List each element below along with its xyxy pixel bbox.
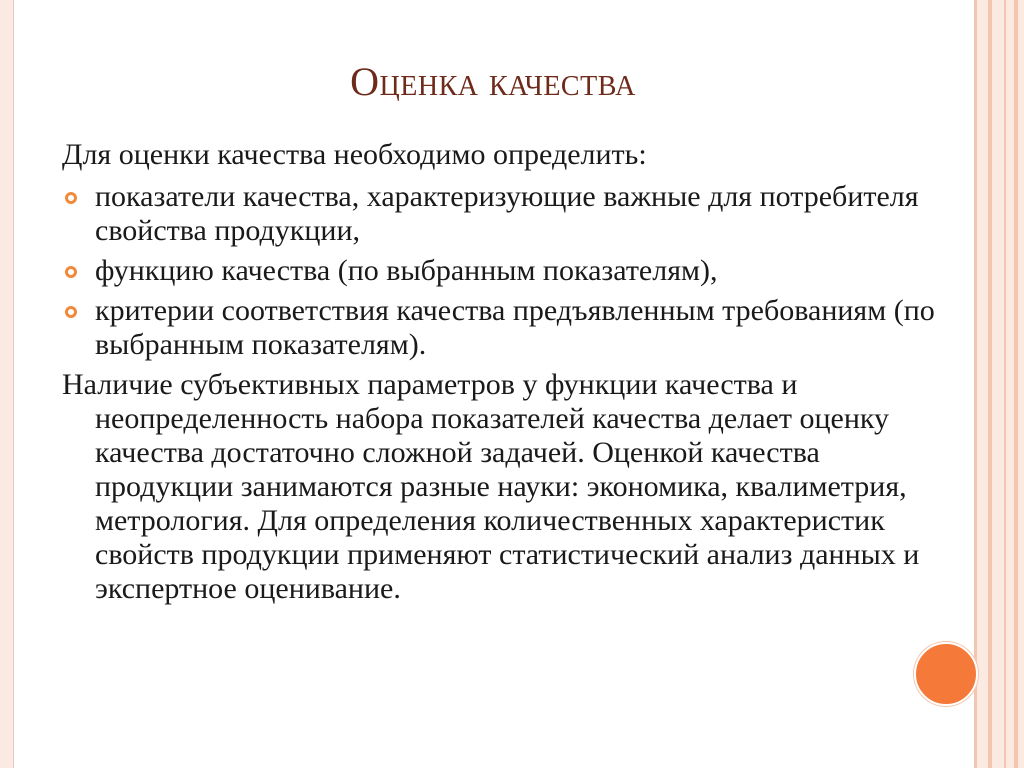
list-item-text: показатели качества, характеризующие важные для потребителя свойства продукции, — [95, 180, 919, 247]
list-item — [62, 254, 957, 288]
slide-title: Оценка качества — [350, 59, 636, 104]
list-item — [62, 180, 957, 248]
list-item-text: критерии соответствия качества предъявленным требованиям (по выбранным показателям). — [95, 294, 935, 361]
intro-paragraph: Для оценки качества необходимо определить: — [62, 138, 647, 171]
ring-bullet-icon — [65, 192, 77, 204]
ring-bullet-icon — [65, 306, 77, 318]
slide-body — [62, 138, 957, 606]
bullet-list — [62, 180, 957, 362]
decorative-stripe — [1004, 0, 1006, 768]
decorative-stripe — [1014, 0, 1018, 768]
list-item-text: функцию качества (по выбранным показателям), — [95, 254, 718, 287]
decorative-stripe — [988, 0, 992, 768]
decorative-circle — [914, 642, 978, 706]
ring-bullet-icon — [65, 266, 77, 278]
list-item — [62, 294, 957, 362]
decorative-stripe — [975, 0, 977, 768]
closing-paragraph: Наличие субъективных параметров у функции качества и неопределенность набора показателей качества делает оценку качества достаточно сложной задачей. Оценкой качества продукции занимаются разные науки: экономика, квалиметрия, метрология. Для определения количественных характеристик свойств продукции применяют статистический анализ данных и экспертное оценивание. — [62, 368, 920, 605]
